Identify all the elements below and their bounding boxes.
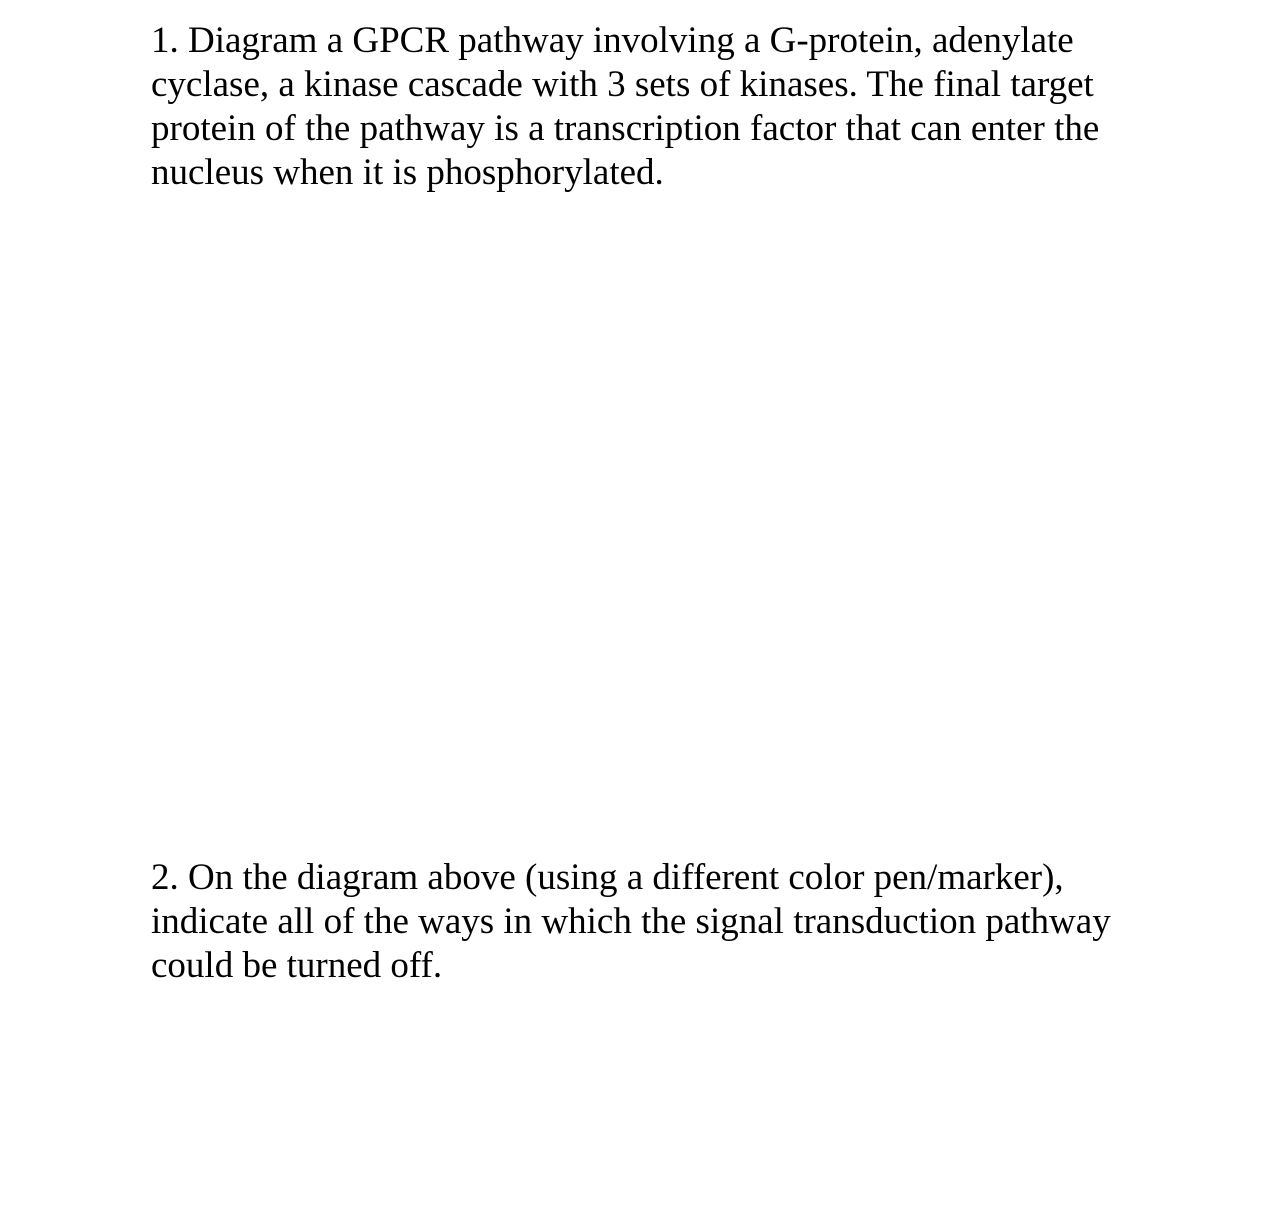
question-1 xyxy=(151,19,1151,195)
question-2 xyxy=(151,856,1151,988)
question-1-line: protein of the pathway is a transcription factor that can enter the xyxy=(151,108,1100,149)
question-1-line: 1. Diagram a GPCR pathway involving a G-protein, adenylate xyxy=(151,20,1074,61)
question-2-line: indicate all of the ways in which the signal transduction pathway xyxy=(151,901,1111,942)
question-1-line: cyclase, a kinase cascade with 3 sets of kinases. The final target xyxy=(151,64,1094,105)
question-1-line: nucleus when it is phosphorylated. xyxy=(151,152,664,193)
question-2-line: could be turned off. xyxy=(151,945,443,986)
question-2-line: 2. On the diagram above (using a different color pen/marker), xyxy=(151,857,1064,898)
